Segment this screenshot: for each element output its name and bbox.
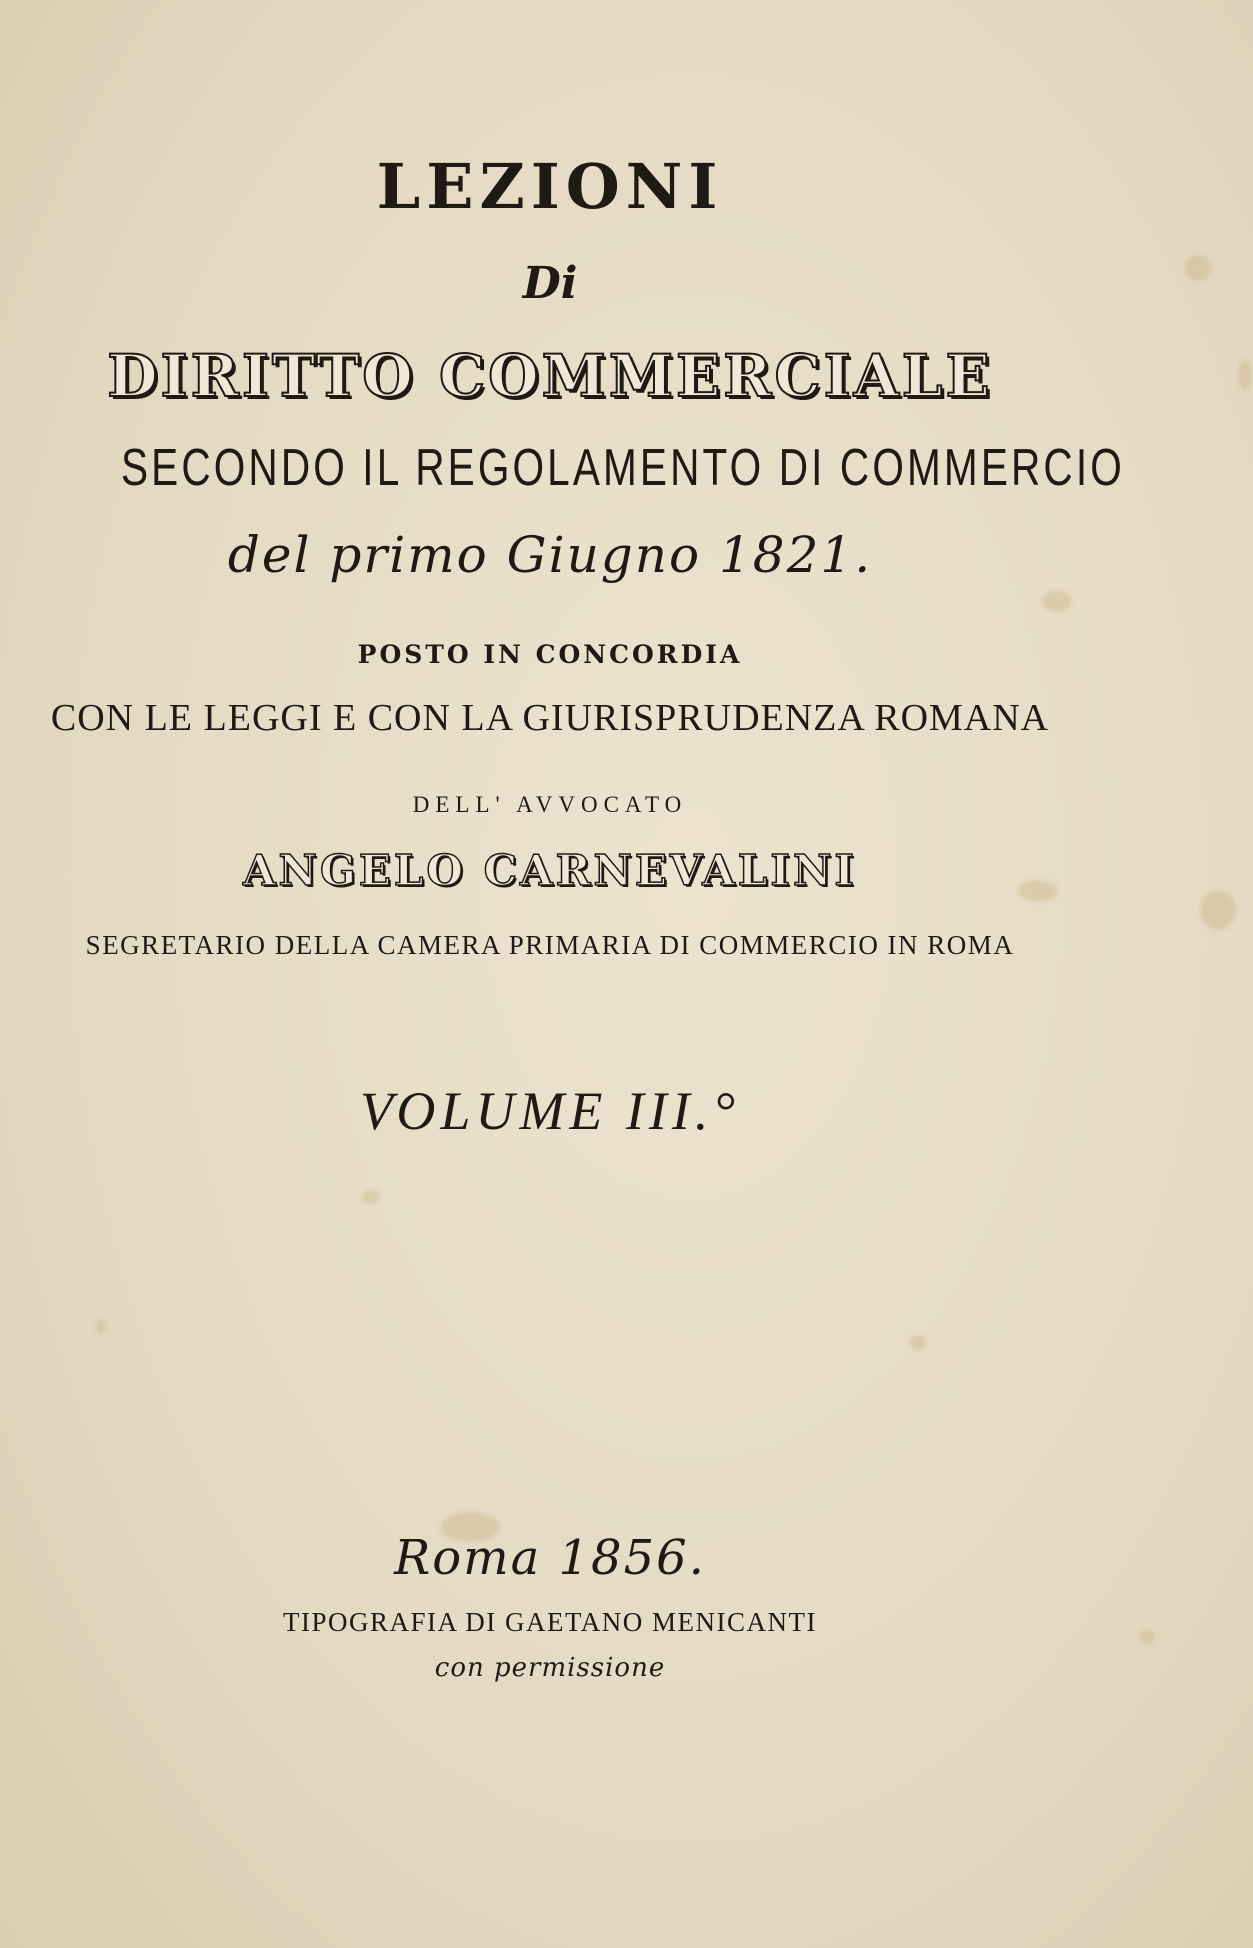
permission-note: con permissione: [434, 1653, 666, 1683]
concordance-line: POSTO IN CONCORDIA: [357, 640, 743, 669]
book-subject: DIRITTO COMMERCIALE: [107, 342, 993, 410]
foxing-stain: [362, 1190, 380, 1204]
foxing-stain: [96, 1320, 106, 1334]
foxing-stain: [1238, 360, 1252, 390]
title-connector: Di: [522, 258, 578, 309]
foxing-stain: [1140, 1630, 1154, 1644]
foxing-stain: [910, 1335, 926, 1351]
foxing-stain: [1200, 890, 1236, 930]
regulation-date: del primo Giugno 1821.: [227, 526, 873, 584]
laws-line: CON LE LEGGI E CON LA GIURISPRUDENZA ROMANA: [50, 697, 1050, 739]
foxing-stain: [1042, 590, 1072, 612]
imprint-place-date: Roma 1856.: [394, 1530, 706, 1586]
book-title: LEZIONI: [376, 150, 724, 223]
book-subtitle: SECONDO IL REGOLAMENTO DI COMMERCIO: [121, 439, 1125, 497]
volume-number: VOLUME III.°: [360, 1081, 740, 1141]
printer-name: TIPOGRAFIA DI GAETANO MENICANTI: [282, 1607, 818, 1637]
author-name: ANGELO CARNEVALINI: [242, 846, 858, 895]
author-role: SEGRETARIO DELLA CAMERA PRIMARIA DI COMMERCIO IN ROMA: [85, 930, 1015, 960]
author-prefix: DELL' AVVOCATO: [412, 792, 688, 817]
foxing-stain: [1185, 255, 1211, 281]
